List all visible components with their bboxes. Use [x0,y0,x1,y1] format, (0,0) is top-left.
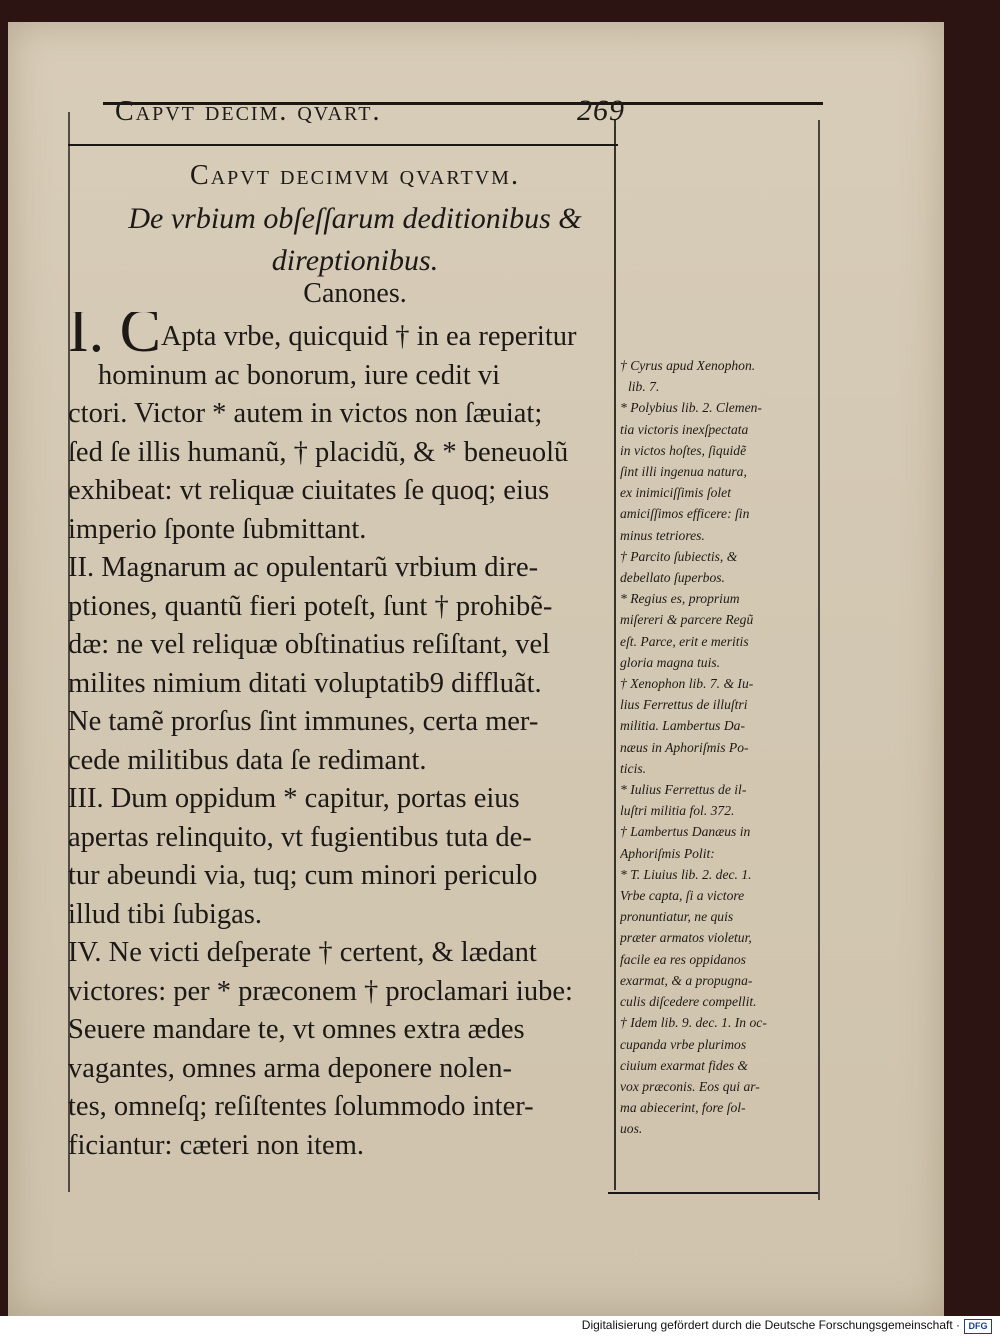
footer-bar [0,1316,1000,1336]
text-line: ptiones, quantũ fieri poteſt, ſunt † prohibẽ- [68,590,553,622]
margin-note-line: tia victoris inexſpectata [620,421,749,437]
text-line: exhibeat: vt reliquæ ciuitates ſe quoq; eius [68,475,550,506]
text-line: ſed ſe illis humanũ, † placidũ, & * beneuolũ [68,436,569,468]
footer-rule [608,1192,818,1194]
margin-note-line: ciuium exarmat fides & [620,1057,748,1073]
text-line: dæ: ne vel reliquæ obſtinatius reſiſtant, vel [68,629,551,660]
margin-note-line: exarmat, & a propugna- [620,972,753,988]
margin-note-line: * Polybius lib. 2. Clemen- [620,400,762,416]
margin-note-line: † Parcito ſubiectis, & [620,548,738,564]
margin-note-line: gloria magna tuis. [620,654,721,670]
text-line: tur abeundi via, tuq; cum minori periculo [68,860,538,891]
margin-note-line: † Idem lib. 9. dec. 1. In oc- [620,1015,767,1031]
text-line-content: Apta vrbe, quicquid † in ea reperitur [161,321,577,352]
margin-note-line: miſereri & parcere Regũ [620,612,754,628]
header-rule-bottom [68,144,618,146]
text-line: III. Dum oppidum * capitur, portas eius [68,783,520,814]
text-line: Ne tamẽ prorſus ſint immunes, certa mer- [68,706,539,737]
page-number: 269 [577,94,625,127]
margin-note-line: ma abiecerint, fore ſol- [620,1100,746,1116]
margin-note-line: luſtri militia fol. 372. [620,803,735,819]
margin-notes [620,355,825,1140]
text-line: ficiantur: cæteri non item. [68,1129,364,1161]
margin-note-line: militia. Lambertus Da- [620,718,745,734]
text-line: tes, omneſq; reſiſtentes ſolummodo inter- [68,1091,534,1122]
margin-note-line: næus in Aphoriſmis Po- [620,739,749,755]
main-text-block [68,312,620,1165]
text-line: milites nimium ditati voluptatib9 diffluãt. [68,667,542,699]
running-header [115,94,625,128]
text-line: Seuere mandare te, vt omnes extra ædes [68,1014,525,1045]
margin-note-line: Vrbe capta, ſi a victore [620,888,745,904]
text-line: ctori. Victor * autem in victos non ſæuiat; [68,398,543,429]
text-line: apertas relinquito, vt fugientibus tuta de- [68,821,532,853]
margin-note-line: † Xenophon lib. 7. & Iu- [620,676,754,692]
margin-note-line: pronuntiatur, ne quis [620,909,734,925]
margin-note-line: ticis. [620,760,647,776]
margin-note-line: debellato ſuperbos. [620,570,725,586]
text-line: hominum ac bonorum, iure cedit vi [98,359,501,391]
subtitle-line: De vrbium obſeſſarum deditionibus & [128,202,582,235]
margin-note-line: lib. 7. [628,379,660,395]
text-line [68,312,620,357]
margin-note-line: culis diſcedere compellit. [620,994,757,1010]
margin-note-line: minus tetriores. [620,527,705,543]
margin-note-line: Aphoriſmis Polit: [620,845,715,861]
chapter-subtitle [70,198,640,282]
margin-note-line: * Regius es, proprium [620,591,740,607]
margin-note-line: præter armatos violetur, [620,930,752,946]
text-line: IV. Ne victi deſperate † certent, & lædant [68,937,537,968]
margin-note-line: amiciſſimos efficere: ſin [620,506,750,522]
text-line: victores: per * præconem † proclamari iube: [68,975,573,1007]
margin-note-line: eſt. Parce, erit e meritis [620,633,749,649]
canon-number-dropcap: I. C [68,312,161,357]
digitization-credit: Digitalisierung gefördert durch die Deutsche Forschungsgemeinschaft · [581,1318,960,1332]
margin-note-line: ſint illi ingenua natura, [620,464,747,480]
margin-note-line: ex inimiciſſimis ſolet [620,485,731,501]
text-line: II. Magnarum ac opulentarũ vrbium dire- [68,552,539,583]
margin-note-line: facile ea res oppidanos [620,951,746,967]
subtitle-line: direptionibus. [271,244,439,277]
margin-note-line: vox præconis. Eos qui ar- [620,1078,760,1094]
margin-note-line: † Lambertus Danæus in [620,824,751,840]
running-title: Capvt decim. qvart. [115,96,382,127]
text-line: vagantes, omnes arma deponere nolen- [68,1052,512,1084]
margin-note-line: cupanda vrbe plurimos [620,1036,747,1052]
margin-note-line: lius Ferrettus de illuſtri [620,697,748,713]
margin-note-line: in victos hoſtes, ſiquidẽ [620,442,747,458]
margin-note-line: * Iulius Ferrettus de il- [620,782,747,798]
section-label: Canones. [303,278,407,309]
text-line: illud tibi ſubigas. [68,898,262,930]
text-line: imperio ſponte ſubmittant. [68,513,367,545]
dfg-logo: DFG [964,1319,992,1334]
text-line: cede militibus data ſe redimant. [68,744,427,776]
margin-note-line: † Cyrus apud Xenophon. [620,358,756,373]
margin-note-line: * T. Liuius lib. 2. dec. 1. [620,866,752,882]
margin-note-line: uos. [620,1121,643,1137]
chapter-title: Capvt decimvm qvartvm. [190,160,520,191]
